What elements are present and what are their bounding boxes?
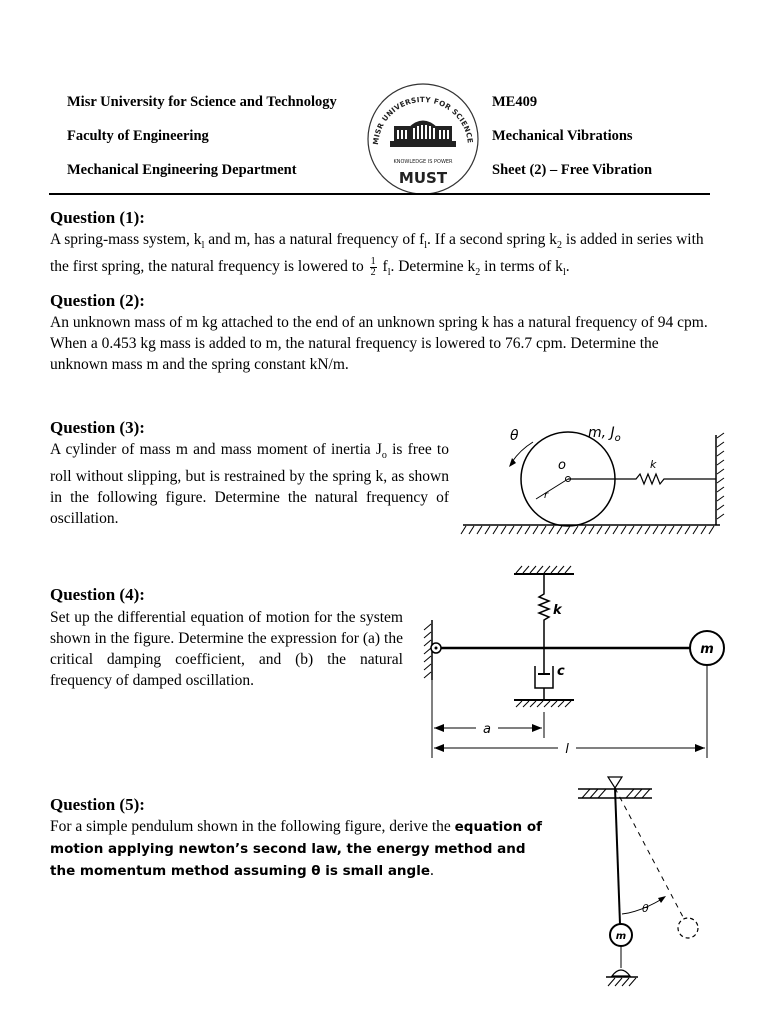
building-icon xyxy=(390,121,456,148)
header-divider xyxy=(49,193,710,195)
q2-title: Question (2): xyxy=(50,291,145,310)
q5-title: Question (5): xyxy=(50,795,145,814)
university-logo xyxy=(356,66,485,191)
logo-abbrev: MUST xyxy=(398,169,448,187)
q3-figure-rolling-cylinder xyxy=(458,420,728,540)
q3-title: Question (3): xyxy=(50,418,145,437)
spring-k xyxy=(539,574,549,648)
q3-center-label: o xyxy=(558,458,566,473)
logo-ring-text: MISR UNIVERSITY FOR SCIENCE & TECHNOLOGY xyxy=(356,66,476,147)
dim-a-label: a xyxy=(483,722,491,737)
q3-theta-label: θ xyxy=(510,428,519,444)
q4-title: Question (4): xyxy=(50,585,145,604)
q5-theta-label: θ xyxy=(642,902,649,915)
q3-mass-label: m, $J_o$ xyxy=(588,425,621,444)
q4-damper-label: c xyxy=(557,664,565,679)
university-name: Misr University for Science and Technology xyxy=(67,94,337,110)
fraction-one-half: $\frac{1}{2}$ xyxy=(370,256,376,279)
faculty-name: Faculty of Engineering xyxy=(67,128,209,144)
q4-spring-label: k xyxy=(553,603,562,618)
q3-text: A cylinder of mass m and mass moment of inertia $J_o$ is free to roll without slipping, but is restrained by the spring k, as shown in the following figure. Determine the natural frequency of oscillation. xyxy=(50,441,449,528)
q4-figure-beam-system xyxy=(418,562,733,762)
q1-title: Question (1): xyxy=(50,208,145,227)
q4-mass-label: m xyxy=(700,642,714,657)
ground-hatching xyxy=(461,526,714,534)
q3-spring-label: k xyxy=(650,458,657,471)
sheet-title: Sheet (2) – Free Vibration xyxy=(492,162,653,178)
pivot xyxy=(608,777,622,788)
q3-radius-label: r xyxy=(544,490,549,501)
dim-l-label: l xyxy=(565,742,569,757)
q4-text: Set up the differential equation of motion for the system shown in the figure. Determine the expression for (a) the critical damping coefficient, and (b) the natural frequency of damped oscillation. xyxy=(50,609,403,689)
q1-text: A spring-mass system, $k_l$ and m, has a natural frequency of $f_l$. If a second spring $k_2$ is added in series with the first spring, the natural frequency is lowered to $\frac{1}{2}$ $f_l$. Determine $k_2$ in terms of $k_l$. xyxy=(50,231,704,279)
q5-text: For a simple pendulum shown in the following figure, derive the equation of motion applying newton’s second law, the energy method and the momentum method assuming θ is small angle. xyxy=(50,818,543,879)
q5-figure-pendulum xyxy=(570,772,720,992)
course-name: Mechanical Vibrations xyxy=(492,128,633,144)
q5-mass-label: m xyxy=(615,931,627,942)
pendulum-rod xyxy=(615,788,620,924)
displaced-mass xyxy=(678,918,698,938)
spring-k xyxy=(568,474,716,484)
q2-text: An unknown mass of m kg attached to the end of an unknown spring k has a natural frequency of 94 cpm. When a 0.453 kg mass is added to m, the natural frequency is lowered to 76.7 cpm. Determine the unknown mass m and the spring constant kN/m. xyxy=(50,314,708,373)
logo-motto: KNOWLEDGE IS POWER xyxy=(393,159,453,165)
department-name: Mechanical Engineering Department xyxy=(67,162,297,178)
course-code: ME409 xyxy=(492,94,538,110)
